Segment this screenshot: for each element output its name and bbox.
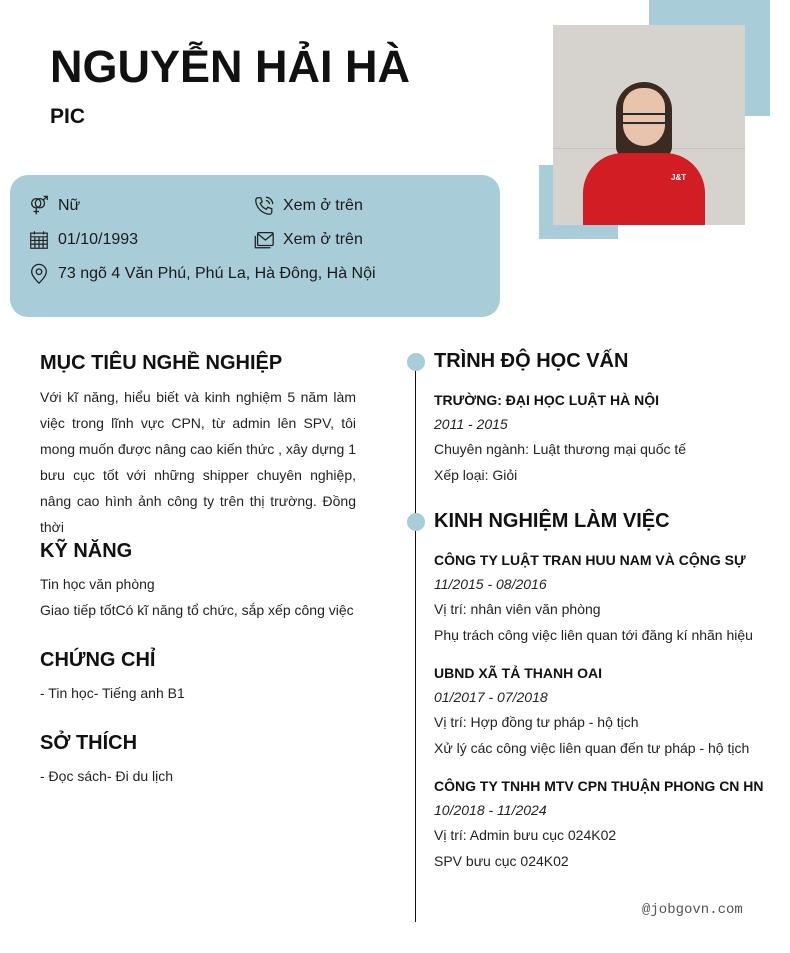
location-icon (28, 263, 50, 285)
photo-glasses (620, 113, 668, 124)
job-description: SPV bưu cục 024K02 (434, 853, 569, 869)
job-description: Phụ trách công việc liên quan tới đăng kí nhãn hiệu (434, 627, 753, 643)
education-major: Chuyên ngành: Luật thương mại quốc tế (434, 441, 687, 457)
timeline-line (415, 362, 416, 922)
timeline-dot-experience (407, 513, 425, 531)
job-position: Vị trí: nhân viên văn phòng (434, 601, 601, 617)
birthday-value: 01/10/1993 (58, 231, 139, 248)
calendar-icon (28, 229, 50, 251)
candidate-name: NGUYỄN HẢI HÀ (50, 41, 411, 92)
experience-title: KINH NGHIỆM LÀM VIỆC (434, 510, 670, 532)
profile-photo (553, 25, 745, 225)
timeline-dot-education (407, 353, 425, 371)
job-company: CÔNG TY LUẬT TRAN HUU NAM VÀ CỘNG SỰ (434, 552, 746, 568)
certificates-text: - Tin học- Tiếng anh B1 (40, 685, 185, 701)
education-title: TRÌNH ĐỘ HỌC VẤN (434, 350, 629, 372)
gender-value: Nữ (58, 197, 81, 214)
contact-email (253, 229, 363, 251)
contact-gender (28, 195, 80, 217)
contact-birthday (28, 229, 138, 251)
job-company: UBND XÃ TẢ THANH OAI (434, 665, 602, 681)
skill-item: Giao tiếp tốtCó kĩ năng tổ chức, sắp xếp công việc (40, 602, 354, 618)
candidate-position: PIC (50, 105, 86, 128)
shirt-logo: J&T (671, 173, 687, 182)
phone-value: Xem ở trên (283, 197, 363, 214)
job-period: 01/2017 - 07/2018 (434, 689, 548, 705)
gender-icon (28, 195, 50, 217)
job-position: Vị trí: Admin bưu cục 024K02 (434, 827, 617, 843)
contact-info-box (10, 175, 500, 317)
watermark: @jobgovn.com (642, 902, 743, 918)
hobbies-text: - Đọc sách- Đi du lịch (40, 768, 174, 784)
address-value: 73 ngõ 4 Văn Phú, Phú La, Hà Đông, Hà Nội (58, 265, 376, 282)
job-description: Xử lý các công việc liên quan đến tư pháp - hộ tịch (434, 740, 750, 756)
skills-title: KỸ NĂNG (40, 540, 133, 562)
certificates-title: CHỨNG CHỈ (40, 649, 156, 671)
phone-icon (253, 195, 275, 217)
email-value: Xem ở trên (283, 231, 363, 248)
job-period: 10/2018 - 11/2024 (434, 802, 547, 818)
education-period: 2011 - 2015 (434, 416, 508, 432)
job-position: Vị trí: Hợp đồng tư pháp - hộ tịch (434, 714, 639, 730)
skill-item: Tin học văn phòng (40, 576, 155, 592)
objective-title: MỤC TIÊU NGHỀ NGHIỆP (40, 352, 283, 374)
objective-text: Với kĩ năng, hiểu biết và kinh nghiệm 5 năm làm việc trong lĩnh vực CPN, từ admin lên SPV, tôi mong muốn được nâng cao kiến thức , xây dựng 1 bưu cục tốt với những shipper chuyên nghiệp, nâng cao hình ảnh công ty trên thị trường. Đồng thời (40, 389, 356, 535)
education-grade: Xếp loại: Giỏi (434, 467, 518, 483)
education-school: TRƯỜNG: ĐẠI HỌC LUẬT HÀ NỘI (434, 392, 659, 408)
contact-address (28, 263, 376, 285)
hobbies-title: SỞ THÍCH (40, 732, 138, 754)
contact-phone (253, 195, 363, 217)
job-company: CÔNG TY TNHH MTV CPN THUẬN PHONG CN HN (434, 778, 764, 794)
job-period: 11/2015 - 08/2016 (434, 576, 547, 592)
mail-icon (253, 229, 275, 251)
photo-shirt (583, 153, 705, 225)
